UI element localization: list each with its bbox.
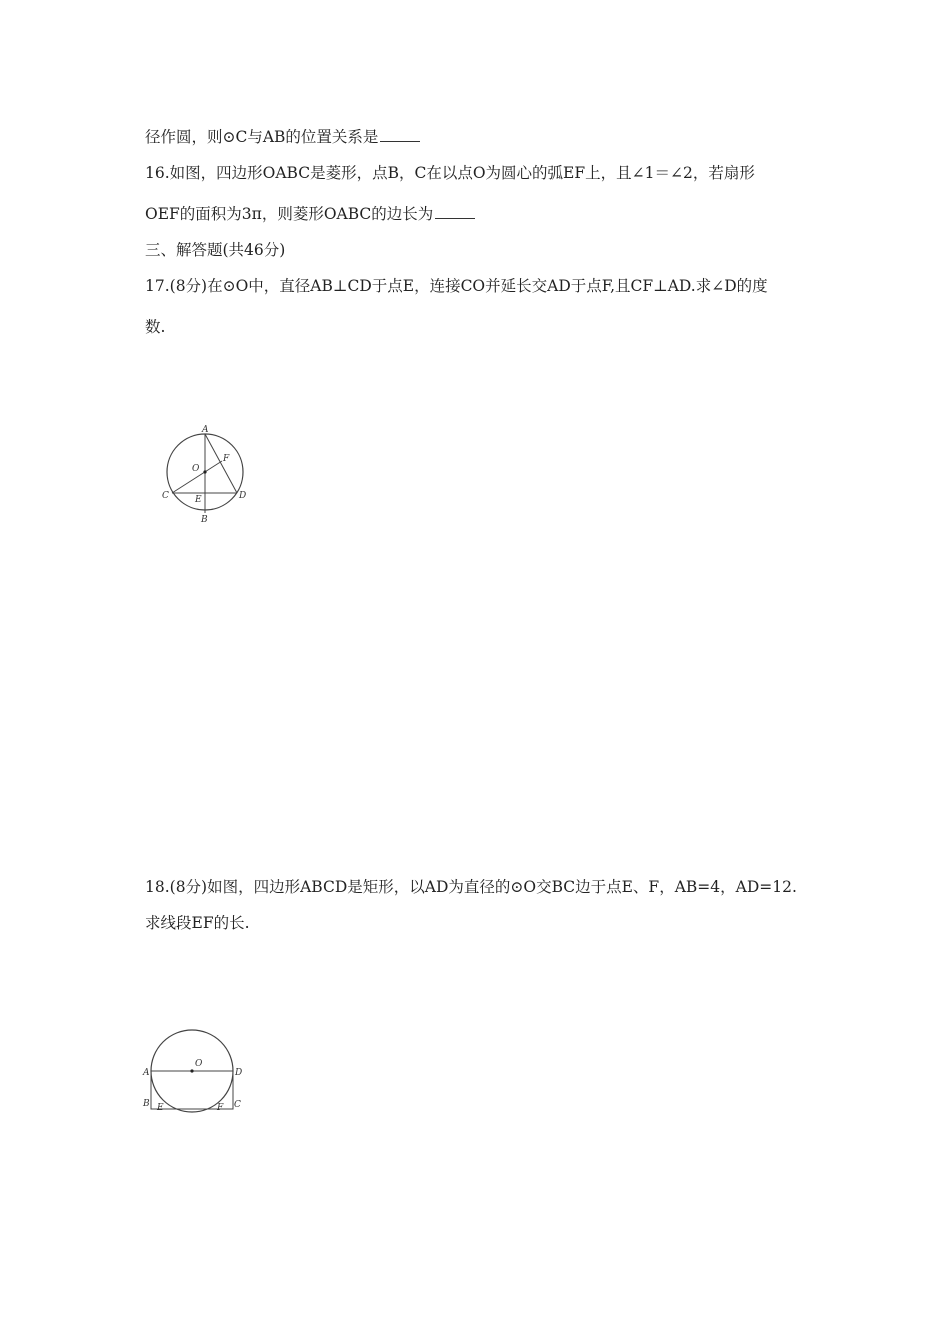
q15-text: 径作圆，则⊙C与AB的位置关系是 <box>145 128 379 146</box>
fig18-label-d: D <box>235 1068 243 1078</box>
figure-q17 <box>155 420 265 530</box>
fig17-line-ad <box>205 434 237 493</box>
fig17-label-c: C <box>162 491 169 501</box>
q16-line-1: 16.如图，四边形OABC是菱形，点B，C在以点O为圆心的弧EF上，且∠1＝∠2，若扇形 <box>145 164 755 182</box>
q18-line-2: 求线段EF的长. <box>145 914 250 932</box>
fig17-label-d: D <box>239 491 247 501</box>
fig17-label-e: E <box>195 495 202 505</box>
fig17-center-dot <box>203 470 206 473</box>
q17-line-1: 17.(8分)在⊙O中，直径AB⊥CD于点E，连接CO并延长交AD于点F,且CF⊥AD.求∠D的度 <box>145 277 768 295</box>
answer-blank-15 <box>380 127 420 142</box>
fig18-label-a: A <box>143 1068 150 1078</box>
figure-q18 <box>140 1025 255 1120</box>
section-3-heading: 三、解答题(共46分) <box>145 241 286 259</box>
answer-blank-16 <box>435 204 475 219</box>
fig17-label-a: A <box>202 425 209 435</box>
fig18-label-e: E <box>157 1103 164 1113</box>
q16-text: OEF的面积为3π，则菱形OABC的边长为 <box>145 205 434 223</box>
fig17-label-o: O <box>192 464 200 474</box>
fig17-label-b: B <box>201 515 208 525</box>
fig18-label-f: F <box>217 1103 224 1113</box>
fig18-label-b: B <box>143 1099 150 1109</box>
fig18-center-dot <box>190 1069 193 1072</box>
fig18-label-c: C <box>234 1100 241 1110</box>
q17-line-2: 数. <box>145 318 166 336</box>
q18-line-1: 18.(8分)如图，四边形ABCD是矩形，以AD为直径的⊙O交BC边于点E、F，AB=4，AD=12. <box>145 878 797 896</box>
q15-tail <box>145 126 420 148</box>
fig18-label-o: O <box>195 1059 203 1069</box>
q16-line-2 <box>145 203 475 225</box>
fig17-label-f: F <box>223 454 230 464</box>
